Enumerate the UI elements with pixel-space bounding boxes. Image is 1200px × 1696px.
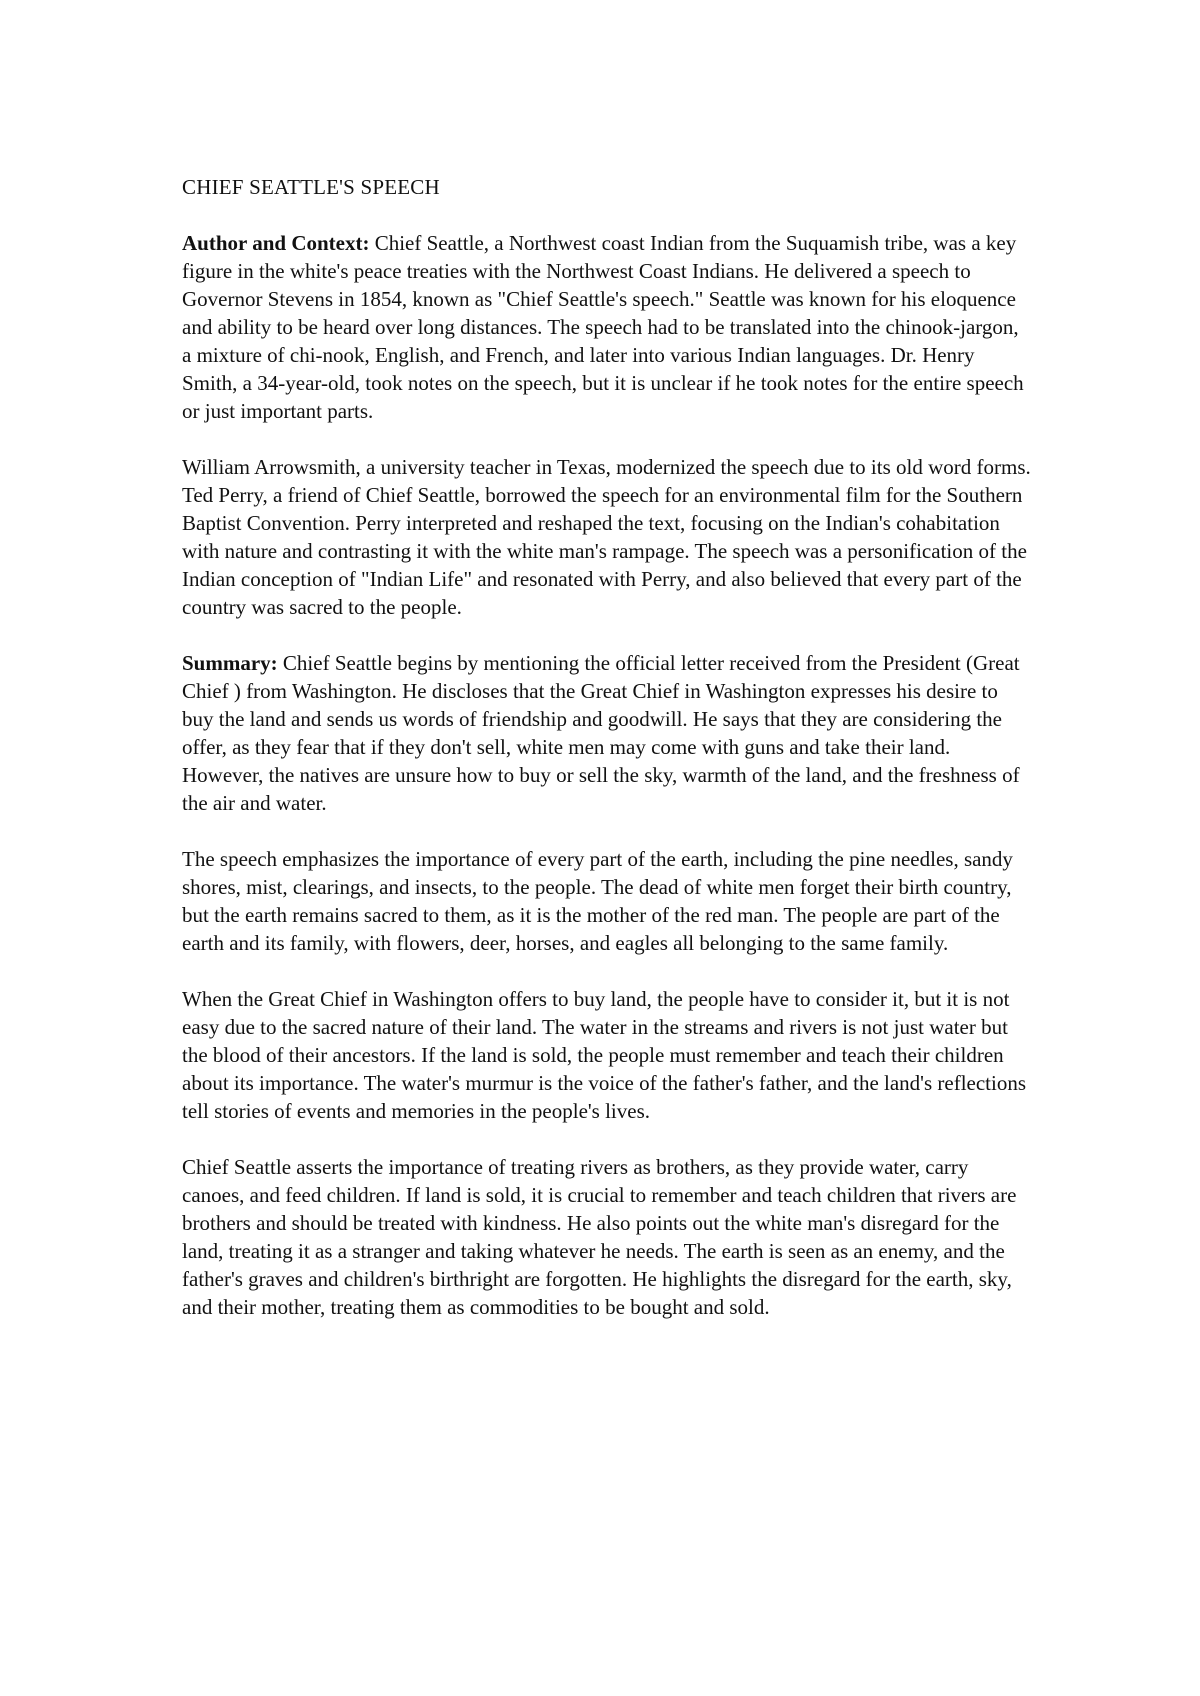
paragraph-water-ancestors — [182, 985, 1032, 1125]
paragraph-text: Chief Seattle, a Northwest coast Indian from the Suquamish tribe, was a key figure in the white's peace treaties with the Northwest Coast Indians. He delivered a speech to Governor Stevens in 1854, known as "Chief Seattle's speech." Seattle was known for his eloquence and ability to be heard over long distances. The speech had to be translated into the chinook-jargon, a mixture of chi-nook, English, and French, and later into various Indian languages. Dr. Henry Smith, a 34-year-old, took notes on the speech, but it is unclear if he took notes for the entire speech or just important parts. — [182, 231, 1024, 423]
paragraph-summary — [182, 649, 1032, 817]
paragraph-text: The speech emphasizes the importance of every part of the earth, including the pine needles, sandy shores, mist, clearings, and insects, to the people. The dead of white men forget their birth country, but the earth remains sacred to them, as it is the mother of the red man. The people are part of the earth and its family, with flowers, deer, horses, and eagles all belonging to the same family. — [182, 847, 1013, 955]
paragraph-text: When the Great Chief in Washington offers to buy land, the people have to consider it, but it is not easy due to the sacred nature of their land. The water in the streams and rivers is not just water but the blood of their ancestors. If the land is sold, the people must remember and teach their children about its importance. The water's murmur is the voice of the father's father, and the land's reflections tell stories of events and memories in the people's lives. — [182, 987, 1027, 1123]
document-title: CHIEF SEATTLE'S SPEECH — [182, 175, 440, 199]
paragraph-arrowsmith-perry — [182, 453, 1032, 621]
document-body — [182, 173, 1032, 1349]
paragraph-text: William Arrowsmith, a university teacher in Texas, modernized the speech due to its old word forms. Ted Perry, a friend of Chief Seattle, borrowed the speech for an environmental film for the Southern Baptist Convention. Perry interpreted and reshaped the text, focusing on the Indian's cohabitation with nature and contrasting it with the white man's rampage. The speech was a personification of the Indian conception of "Indian Life" and resonated with Perry, and also believed that every part of the country was sacred to the people. — [182, 455, 1031, 619]
section-heading-author-context: Author and Context: — [182, 231, 370, 255]
paragraph-author-context — [182, 229, 1032, 425]
paragraph-text: Chief Seattle begins by mentioning the official letter received from the President (Great Chief ) from Washington. He discloses that the Great Chief in Washington expresses his desire to buy the land and sends us words of friendship and goodwill. He says that they are considering the offer, as they fear that if they don't sell, white men may come with guns and take their land. However, the natives are unsure how to buy or sell the sky, warmth of the land, and the freshness of the air and water. — [182, 651, 1020, 815]
section-heading-summary: Summary: — [182, 651, 278, 675]
paragraph-text: Chief Seattle asserts the importance of treating rivers as brothers, as they provide water, carry canoes, and feed children. If land is sold, it is crucial to remember and teach children that rivers are brothers and should be treated with kindness. He also points out the white man's disregard for the land, treating it as a stranger and taking whatever he needs. The earth is seen as an enemy, and the father's graves and children's birthright are forgotten. He highlights the disregard for the earth, sky, and their mother, treating them as commodities to be bought and sold. — [182, 1155, 1017, 1319]
paragraph-earth-sacred — [182, 845, 1032, 957]
paragraph-rivers-brothers — [182, 1153, 1032, 1321]
